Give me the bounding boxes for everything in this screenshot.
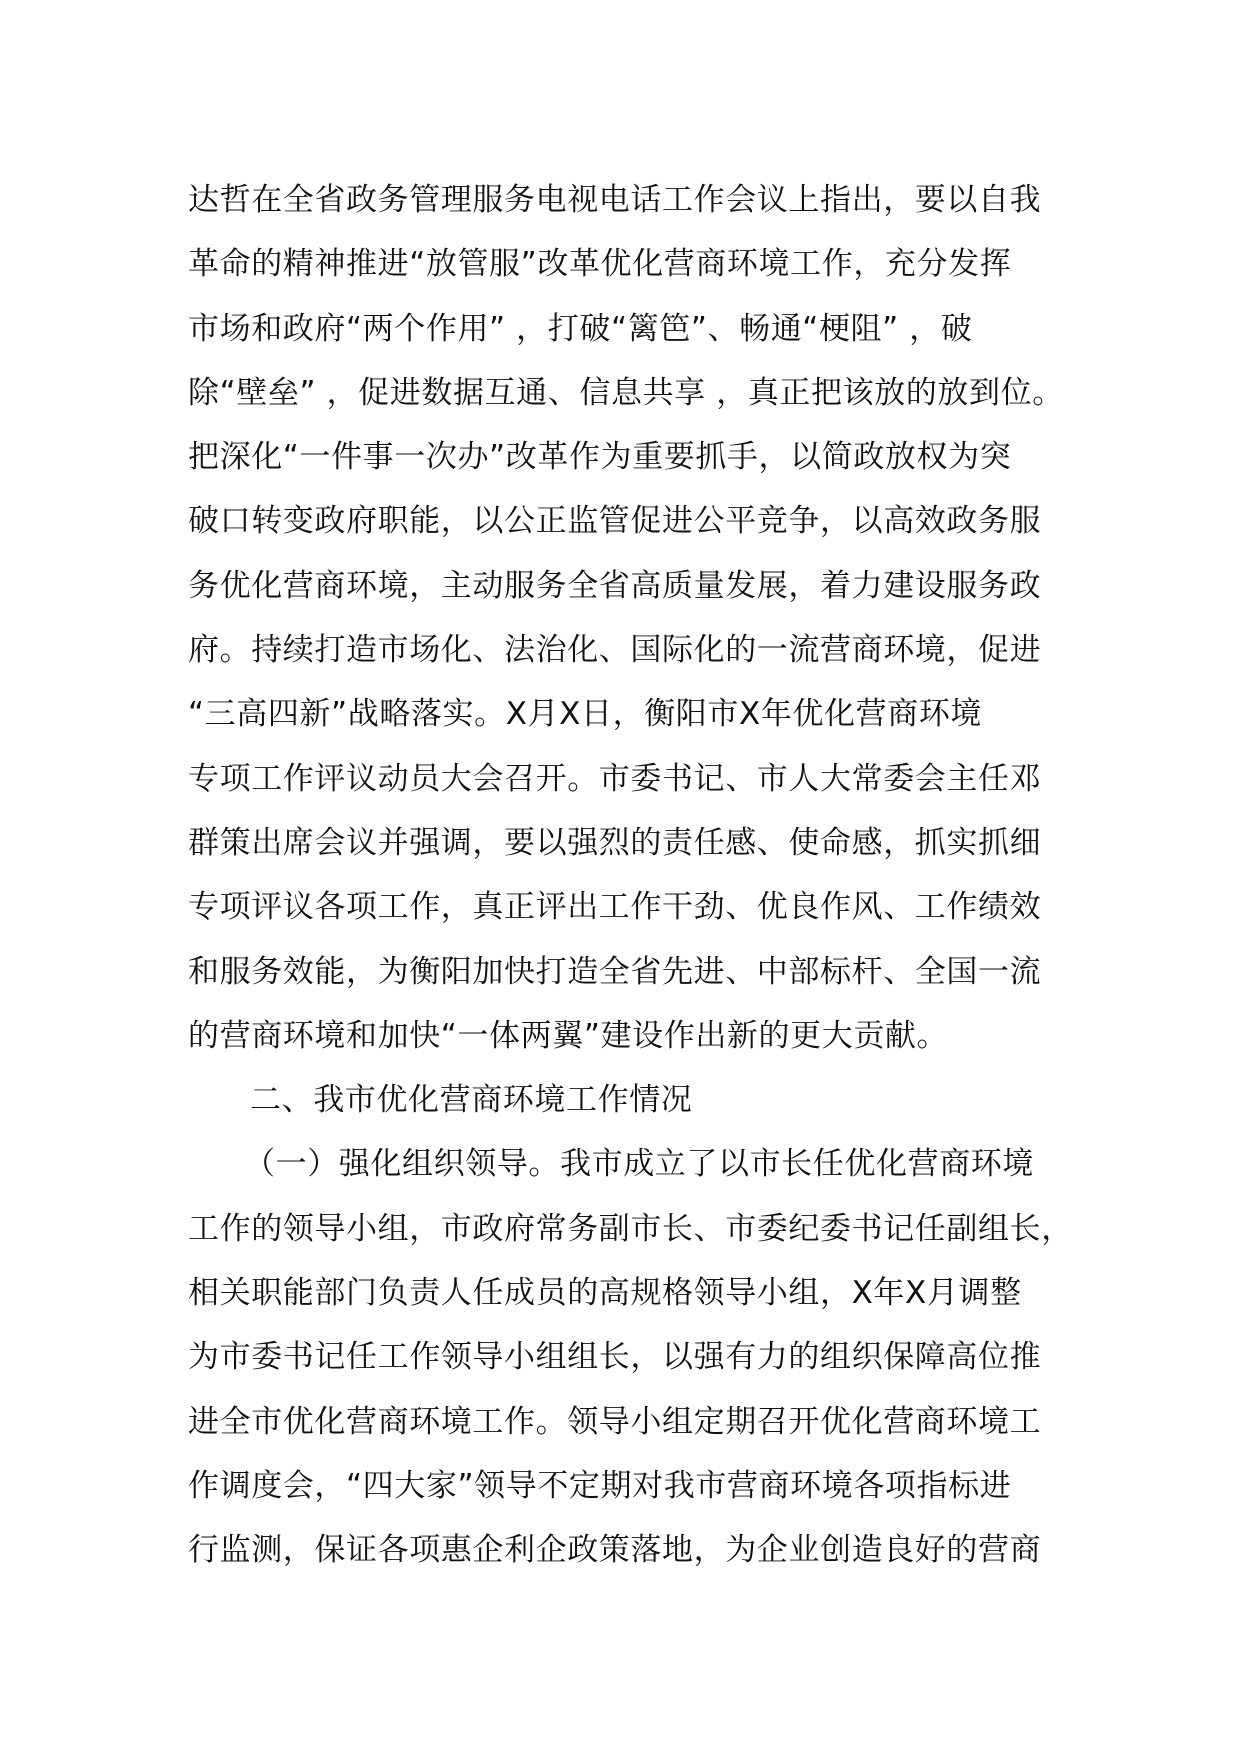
paragraph-line: 革命的精神推进“放管服”改革优化营商环境工作，充分发挥 <box>188 246 1012 283</box>
section-paragraph-line: 进全市优化营商环境工作。领导小组定期召开优化营商环境工 <box>188 1403 1042 1440</box>
paragraph-line: 务优化营商环境，主动服务全省高质量发展，着力建设服务政 <box>188 567 1042 604</box>
section-paragraph-line: 工作的领导小组，市政府常务副市长、市委纪委书记任副组长， <box>188 1210 1073 1247</box>
paragraph-line: 达哲在全省政务管理服务电视电话工作会议上指出，要以自我 <box>188 182 1042 218</box>
paragraph-line: 专项工作评议动员大会召开。市委书记、市人大常委会主任邓 <box>188 760 1042 797</box>
paragraph-line: 除“壁垒” ，促进数据互通、信息共享 ，真正把该放的放到位。 <box>188 374 1064 411</box>
paragraph-line: 破口转变政府职能，以公正监管促进公平竞争，以高效政务服 <box>188 503 1042 540</box>
section-heading: 二、我市优化营商环境工作情况 <box>250 1082 693 1119</box>
document-body <box>188 168 1088 1583</box>
paragraph-line: 和服务效能，为衡阳加快打造全省先进、中部标杆、全国一流 <box>188 953 1042 990</box>
section-paragraph-line: 相关职能部门负责人任成员的高规格领导小组，X年X月调整 <box>188 1275 1022 1312</box>
section-paragraph-line: 行监测，保证各项惠企利企政策落地，为企业创造良好的营商 <box>188 1532 1042 1569</box>
paragraph-line: “三高四新”战略落实。X月X日，衡阳市X年优化营商环境 <box>188 696 983 733</box>
section-paragraph-line: 作调度会，“四大家”领导不定期对我市营商环境各项指标进 <box>188 1467 1012 1504</box>
paragraph-line: 把深化“一件事一次办”改革作为重要抓手，以简政放权为突 <box>188 439 1012 476</box>
paragraph-line: 专项评议各项工作，真正评出工作干劲、优良作风、工作绩效 <box>188 889 1042 926</box>
paragraph-line: 府。持续打造市场化、法治化、国际化的一流营商环境，促进 <box>188 632 1042 669</box>
section-paragraph-line: （一）强化组织领导。我市成立了以市长任优化营商环境 <box>244 1146 1034 1183</box>
paragraph-line: 的营商环境和加快“一体两翼”建设作出新的更大贡献。 <box>188 1017 949 1054</box>
paragraph-line: 市场和政府“两个作用” ，打破“篱笆”、畅通“梗阻” ，破 <box>188 310 973 347</box>
paragraph-line: 群策出席会议并强调，要以强烈的责任感、使命感，抓实抓细 <box>188 824 1042 861</box>
section-paragraph-line: 为市委书记任工作领导小组组长，以强有力的组织保障高位推 <box>188 1339 1042 1376</box>
